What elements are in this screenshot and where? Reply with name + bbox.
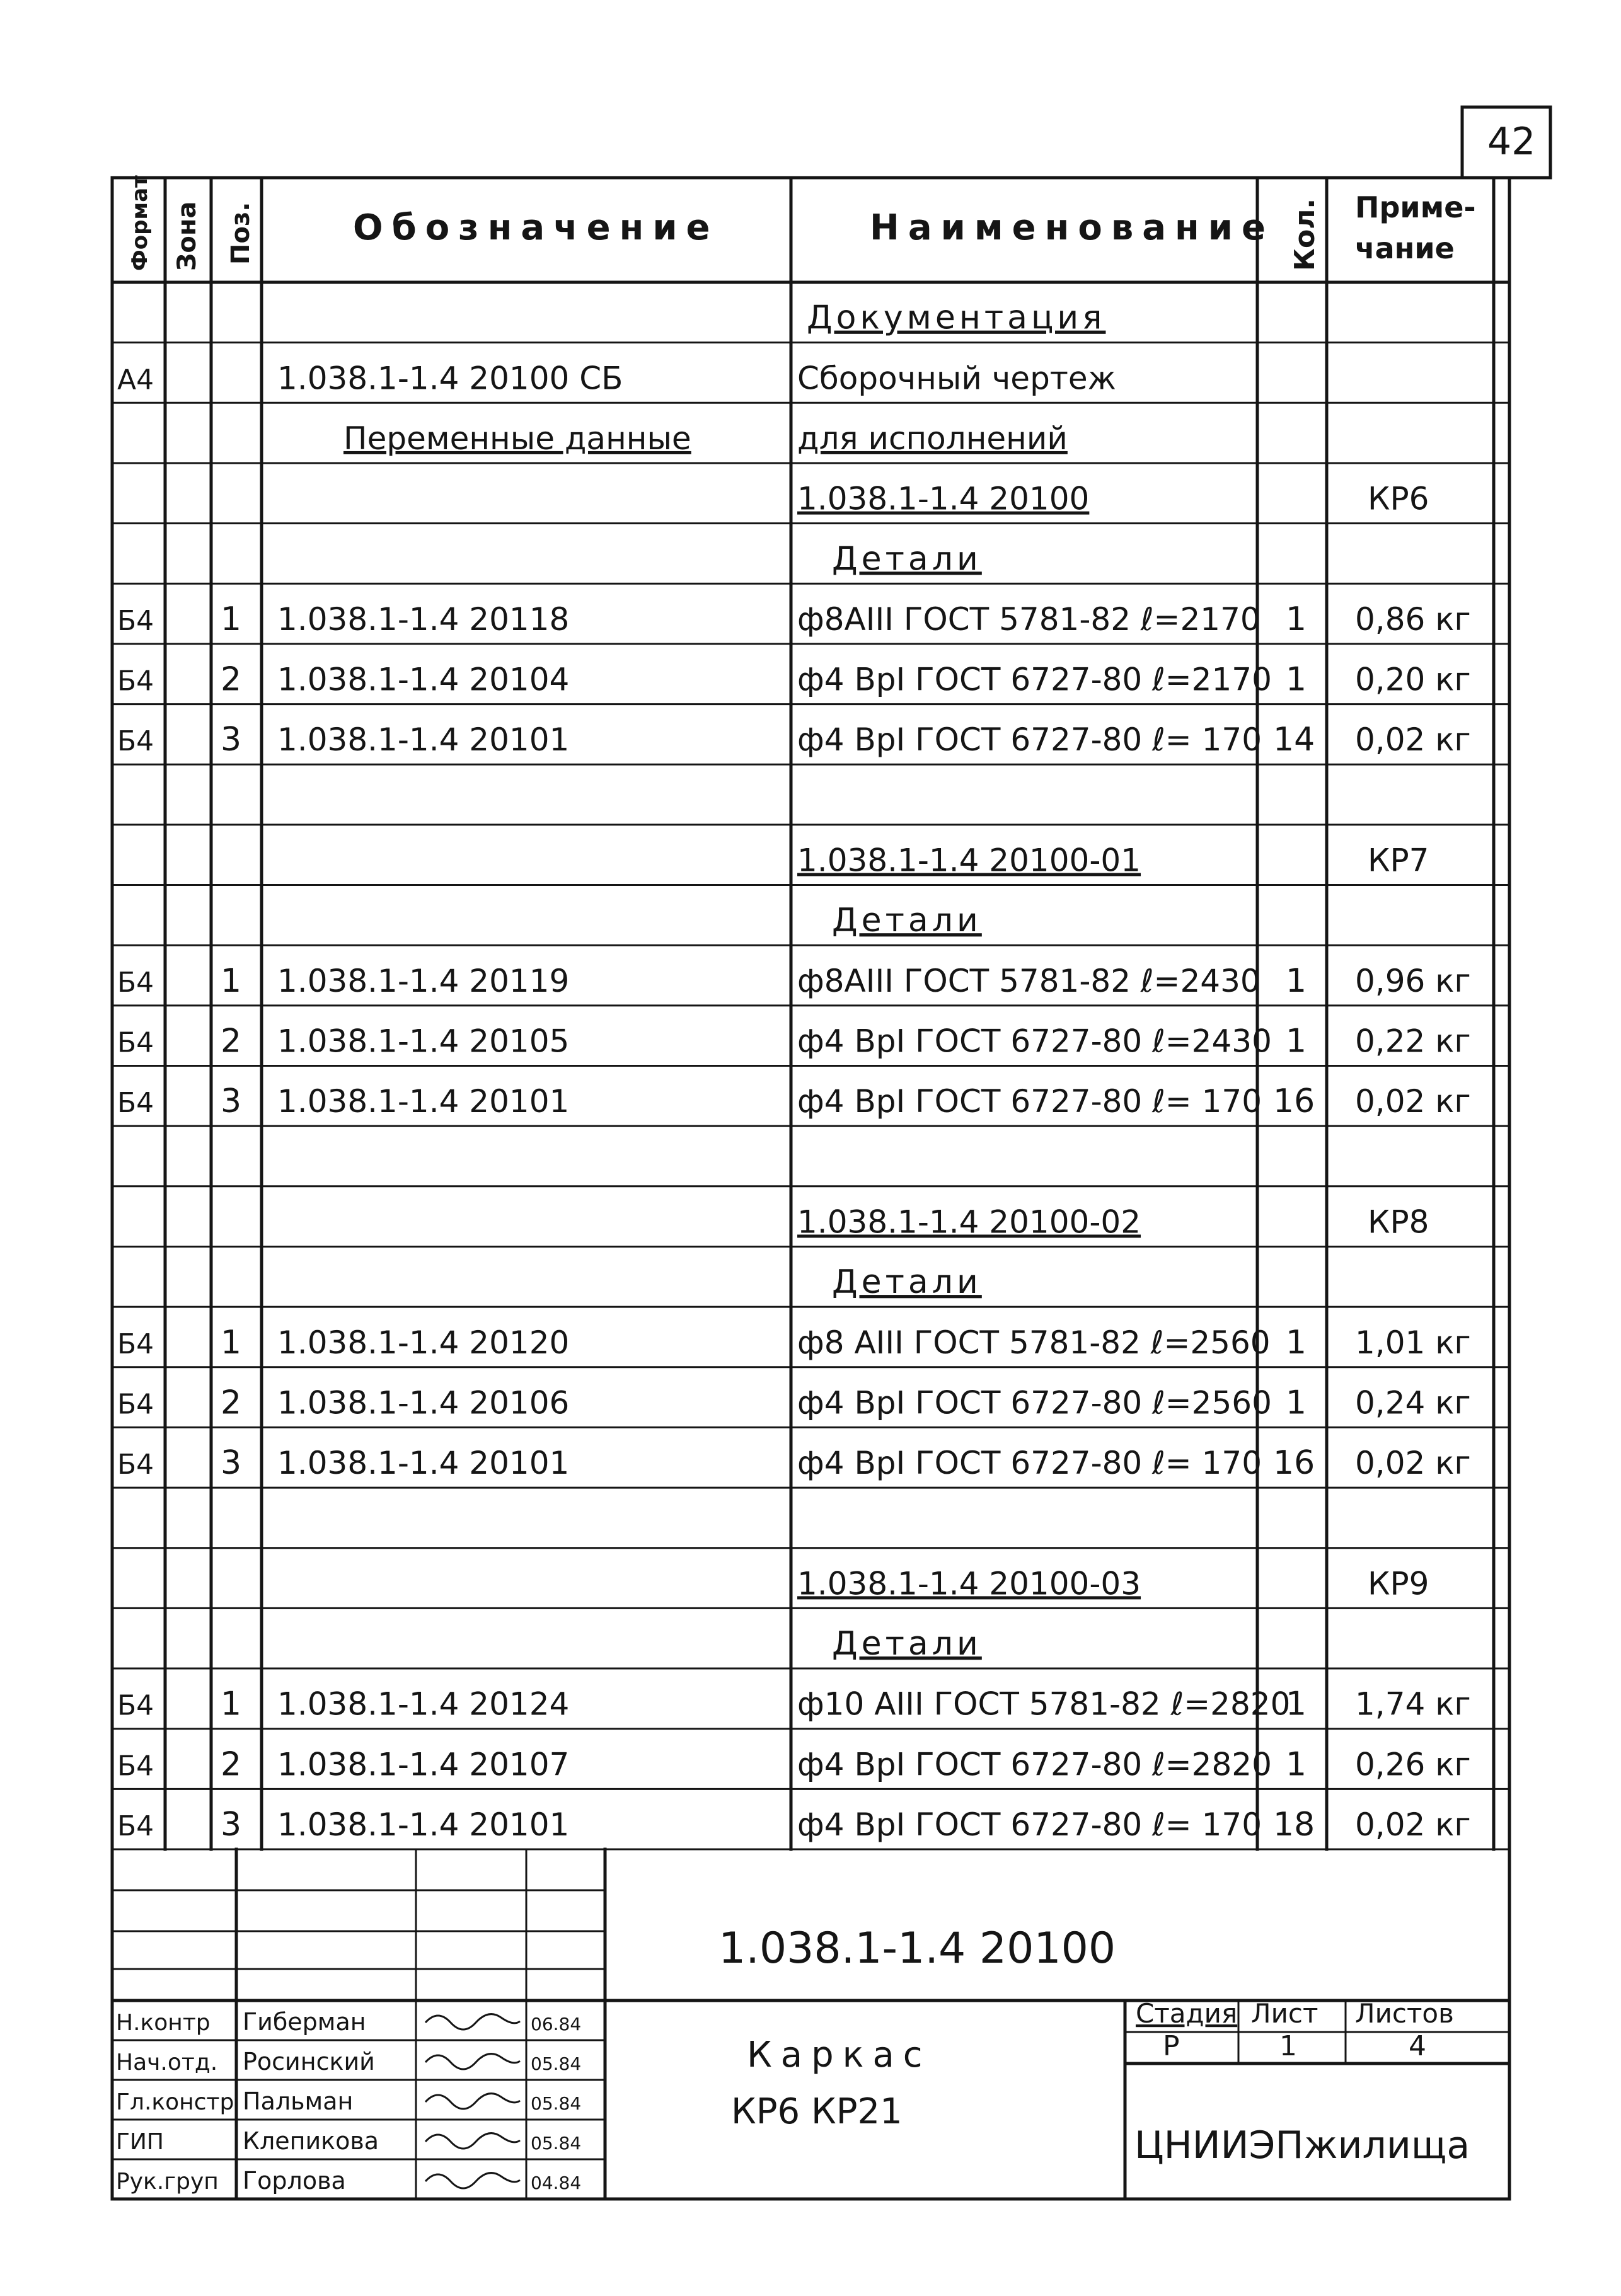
cell-qty: 1 bbox=[1286, 1685, 1307, 1723]
organization-name: ЦНИИЭПжилища bbox=[1134, 2123, 1470, 2167]
signature-mark bbox=[425, 2014, 520, 2029]
sheets-value: 4 bbox=[1409, 2030, 1426, 2062]
cell-qty: 1 bbox=[1286, 1384, 1307, 1422]
cell-qty: 1 bbox=[1286, 1323, 1307, 1362]
section-heading: Детали bbox=[832, 540, 982, 578]
signer-role: Нач.отд. bbox=[116, 2050, 218, 2075]
sheet-number: 42 bbox=[1487, 120, 1536, 164]
signer-name: Гиберман bbox=[243, 2008, 366, 2036]
cell-pos: 2 bbox=[221, 1745, 242, 1784]
stage-value: Р bbox=[1163, 2030, 1180, 2062]
signer-date: 05.84 bbox=[531, 2093, 582, 2114]
signer-name: Пальман bbox=[243, 2087, 354, 2115]
cell-pos: 2 bbox=[221, 1022, 242, 1060]
cell-qty: 1 bbox=[1286, 660, 1307, 699]
signer-date: 05.84 bbox=[531, 2133, 582, 2154]
signature-mark bbox=[425, 2133, 520, 2149]
cell-format: Б4 bbox=[117, 604, 154, 637]
variant-designation: 1.038.1-1.4 20100 bbox=[797, 480, 1090, 517]
cell-designation: 1.038.1-1.4 20120 bbox=[277, 1324, 570, 1361]
table-header bbox=[127, 175, 1476, 271]
cell-format: Б4 bbox=[117, 966, 154, 999]
header-qty: Кол. bbox=[1289, 198, 1321, 271]
variant-designation: 1.038.1-1.4 20100-01 bbox=[797, 842, 1141, 879]
cell-mass: 0,02 кг bbox=[1355, 1083, 1471, 1120]
cell-designation: 1.038.1-1.4 20100 СБ bbox=[277, 360, 623, 397]
cell-pos: 2 bbox=[221, 660, 242, 699]
cell-pos: 1 bbox=[221, 600, 242, 638]
variant-designation: 1.038.1-1.4 20100-02 bbox=[797, 1203, 1141, 1241]
cell-format: Б4 bbox=[117, 1026, 154, 1059]
cell-designation: 1.038.1-1.4 20107 bbox=[277, 1746, 570, 1783]
header-name: Наименование bbox=[870, 207, 1274, 248]
cell-qty: 16 bbox=[1273, 1444, 1315, 1483]
cell-mass: 0,02 кг bbox=[1355, 1806, 1471, 1843]
cell-qty: 1 bbox=[1286, 1022, 1307, 1060]
sheet-value: 1 bbox=[1279, 2030, 1297, 2062]
cell-pos: 1 bbox=[221, 961, 242, 1000]
cell-designation: 1.038.1-1.4 20118 bbox=[277, 600, 570, 638]
cell-format: Б4 bbox=[117, 1449, 154, 1481]
document-code: 1.038.1-1.4 20100 bbox=[718, 1924, 1116, 1973]
cell-pos: 3 bbox=[221, 1806, 242, 1844]
header-note-line2: чание bbox=[1355, 231, 1455, 265]
sheet-label: Лист bbox=[1251, 1998, 1318, 2029]
signature-mark bbox=[425, 2094, 520, 2109]
cell-designation: 1.038.1-1.4 20106 bbox=[277, 1384, 570, 1421]
cell-name: ф8 АIII ГОСТ 5781-82 ℓ=2560 bbox=[797, 1324, 1271, 1361]
signer-name: Клепикова bbox=[243, 2127, 379, 2155]
section-heading: Документация bbox=[807, 299, 1106, 337]
cell-mass: 0,02 кг bbox=[1355, 1445, 1471, 1482]
cell-qty: 1 bbox=[1286, 1745, 1307, 1784]
cell-name: ф4 ВрI ГОСТ 6727-80 ℓ=2430 bbox=[797, 1023, 1272, 1060]
table-body bbox=[117, 299, 1471, 1844]
sheet-number-box bbox=[1462, 107, 1550, 178]
cell-name: ф8АIII ГОСТ 5781-82 ℓ=2170 bbox=[797, 600, 1260, 638]
cell-name: ф4 ВрI ГОСТ 6727-80 ℓ= 170 bbox=[797, 721, 1262, 759]
cell-designation: 1.038.1-1.4 20101 bbox=[277, 1083, 570, 1120]
cell-mass: 0,86 кг bbox=[1355, 600, 1471, 638]
signer-name: Горлова bbox=[243, 2167, 346, 2195]
variant-mark: КР8 bbox=[1368, 1203, 1429, 1241]
cell-name: ф4 ВрI ГОСТ 6727-80 ℓ=2560 bbox=[797, 1384, 1272, 1421]
cell-format: Б4 bbox=[117, 1087, 154, 1120]
cell-designation: 1.038.1-1.4 20124 bbox=[277, 1685, 570, 1723]
cell-format: Б4 bbox=[117, 665, 154, 697]
variant-mark: КР6 bbox=[1368, 480, 1429, 517]
cell-mass: 0,20 кг bbox=[1355, 661, 1471, 698]
signer-date: 05.84 bbox=[531, 2053, 582, 2074]
cell-designation: 1.038.1-1.4 20104 bbox=[277, 661, 570, 698]
cell-qty: 1 bbox=[1286, 600, 1307, 638]
section-heading: Детали bbox=[832, 1625, 982, 1663]
cell-format: А4 bbox=[117, 364, 154, 396]
cell-designation: 1.038.1-1.4 20119 bbox=[277, 962, 570, 999]
product-marks: КР6 КР21 bbox=[731, 2091, 903, 2132]
section-heading: Переменные данные bbox=[343, 420, 691, 457]
cell-designation: 1.038.1-1.4 20101 bbox=[277, 1445, 570, 1482]
variant-designation: для исполнений bbox=[797, 420, 1068, 457]
variant-mark: КР9 bbox=[1368, 1565, 1429, 1602]
cell-pos: 3 bbox=[221, 1082, 242, 1121]
cell-name: ф8АIII ГОСТ 5781-82 ℓ=2430 bbox=[797, 962, 1260, 999]
cell-designation: 1.038.1-1.4 20101 bbox=[277, 721, 570, 759]
cell-designation: 1.038.1-1.4 20101 bbox=[277, 1806, 570, 1843]
cell-name: ф4 ВрI ГОСТ 6727-80 ℓ= 170 bbox=[797, 1806, 1262, 1843]
signer-date: 04.84 bbox=[531, 2173, 582, 2193]
cell-pos: 2 bbox=[221, 1384, 242, 1422]
cell-name: ф4 ВрI ГОСТ 6727-80 ℓ= 170 bbox=[797, 1083, 1262, 1120]
stage-label: Стадия bbox=[1136, 1998, 1238, 2029]
variant-mark: КР7 bbox=[1368, 842, 1429, 879]
cell-name: Сборочный чертеж bbox=[797, 360, 1116, 397]
cell-format: Б4 bbox=[117, 1689, 154, 1722]
sheets-label: Листов bbox=[1355, 1998, 1454, 2029]
cell-name: ф4 ВрI ГОСТ 6727-80 ℓ=2820 bbox=[797, 1746, 1272, 1783]
cell-format: Б4 bbox=[117, 1388, 154, 1421]
cell-qty: 16 bbox=[1273, 1082, 1315, 1121]
header-note-line1: Приме- bbox=[1355, 190, 1476, 224]
cell-qty: 14 bbox=[1273, 721, 1315, 759]
header-pos: Поз. bbox=[226, 202, 255, 265]
cell-mass: 1,74 кг bbox=[1355, 1685, 1471, 1723]
cell-name: ф4 ВрI ГОСТ 6727-80 ℓ= 170 bbox=[797, 1445, 1262, 1482]
cell-format: Б4 bbox=[117, 1328, 154, 1360]
cell-mass: 0,02 кг bbox=[1355, 721, 1471, 759]
signature-mark bbox=[425, 2173, 520, 2188]
cell-name: ф10 АIII ГОСТ 5781-82 ℓ=2820 bbox=[797, 1685, 1291, 1723]
cell-pos: 3 bbox=[221, 721, 242, 759]
signer-role: Н.контр bbox=[116, 2010, 211, 2036]
cell-mass: 0,96 кг bbox=[1355, 962, 1471, 999]
signer-date: 06.84 bbox=[531, 2014, 582, 2035]
cell-mass: 0,22 кг bbox=[1355, 1023, 1471, 1060]
cell-pos: 3 bbox=[221, 1444, 242, 1483]
product-name: Каркас bbox=[747, 2035, 932, 2075]
section-heading: Детали bbox=[832, 1263, 982, 1302]
cell-mass: 0,24 кг bbox=[1355, 1384, 1471, 1421]
cell-qty: 1 bbox=[1286, 961, 1307, 1000]
signer-role: Рук.груп bbox=[116, 2169, 219, 2195]
cell-pos: 1 bbox=[221, 1685, 242, 1723]
variant-designation: 1.038.1-1.4 20100-03 bbox=[797, 1565, 1141, 1602]
cell-format: Б4 bbox=[117, 725, 154, 758]
section-heading: Детали bbox=[832, 902, 982, 940]
cell-designation: 1.038.1-1.4 20105 bbox=[277, 1023, 570, 1060]
cell-name: ф4 ВрI ГОСТ 6727-80 ℓ=2170 bbox=[797, 661, 1272, 698]
header-zone: Зона bbox=[173, 201, 202, 271]
header-format: Формат bbox=[127, 175, 153, 271]
cell-mass: 0,26 кг bbox=[1355, 1746, 1471, 1783]
signature-mark bbox=[425, 2054, 520, 2069]
cell-mass: 1,01 кг bbox=[1355, 1324, 1471, 1361]
signer-name: Росинский bbox=[243, 2048, 375, 2075]
signer-role: ГИП bbox=[116, 2129, 164, 2155]
signature-table bbox=[116, 2008, 581, 2195]
cell-pos: 1 bbox=[221, 1323, 242, 1362]
title-block bbox=[116, 1924, 1470, 2195]
header-designation: Обозначение bbox=[353, 207, 719, 248]
signer-role: Гл.констр bbox=[116, 2089, 234, 2115]
cell-qty: 18 bbox=[1273, 1806, 1315, 1844]
cell-format: Б4 bbox=[117, 1750, 154, 1782]
cell-format: Б4 bbox=[117, 1810, 154, 1842]
